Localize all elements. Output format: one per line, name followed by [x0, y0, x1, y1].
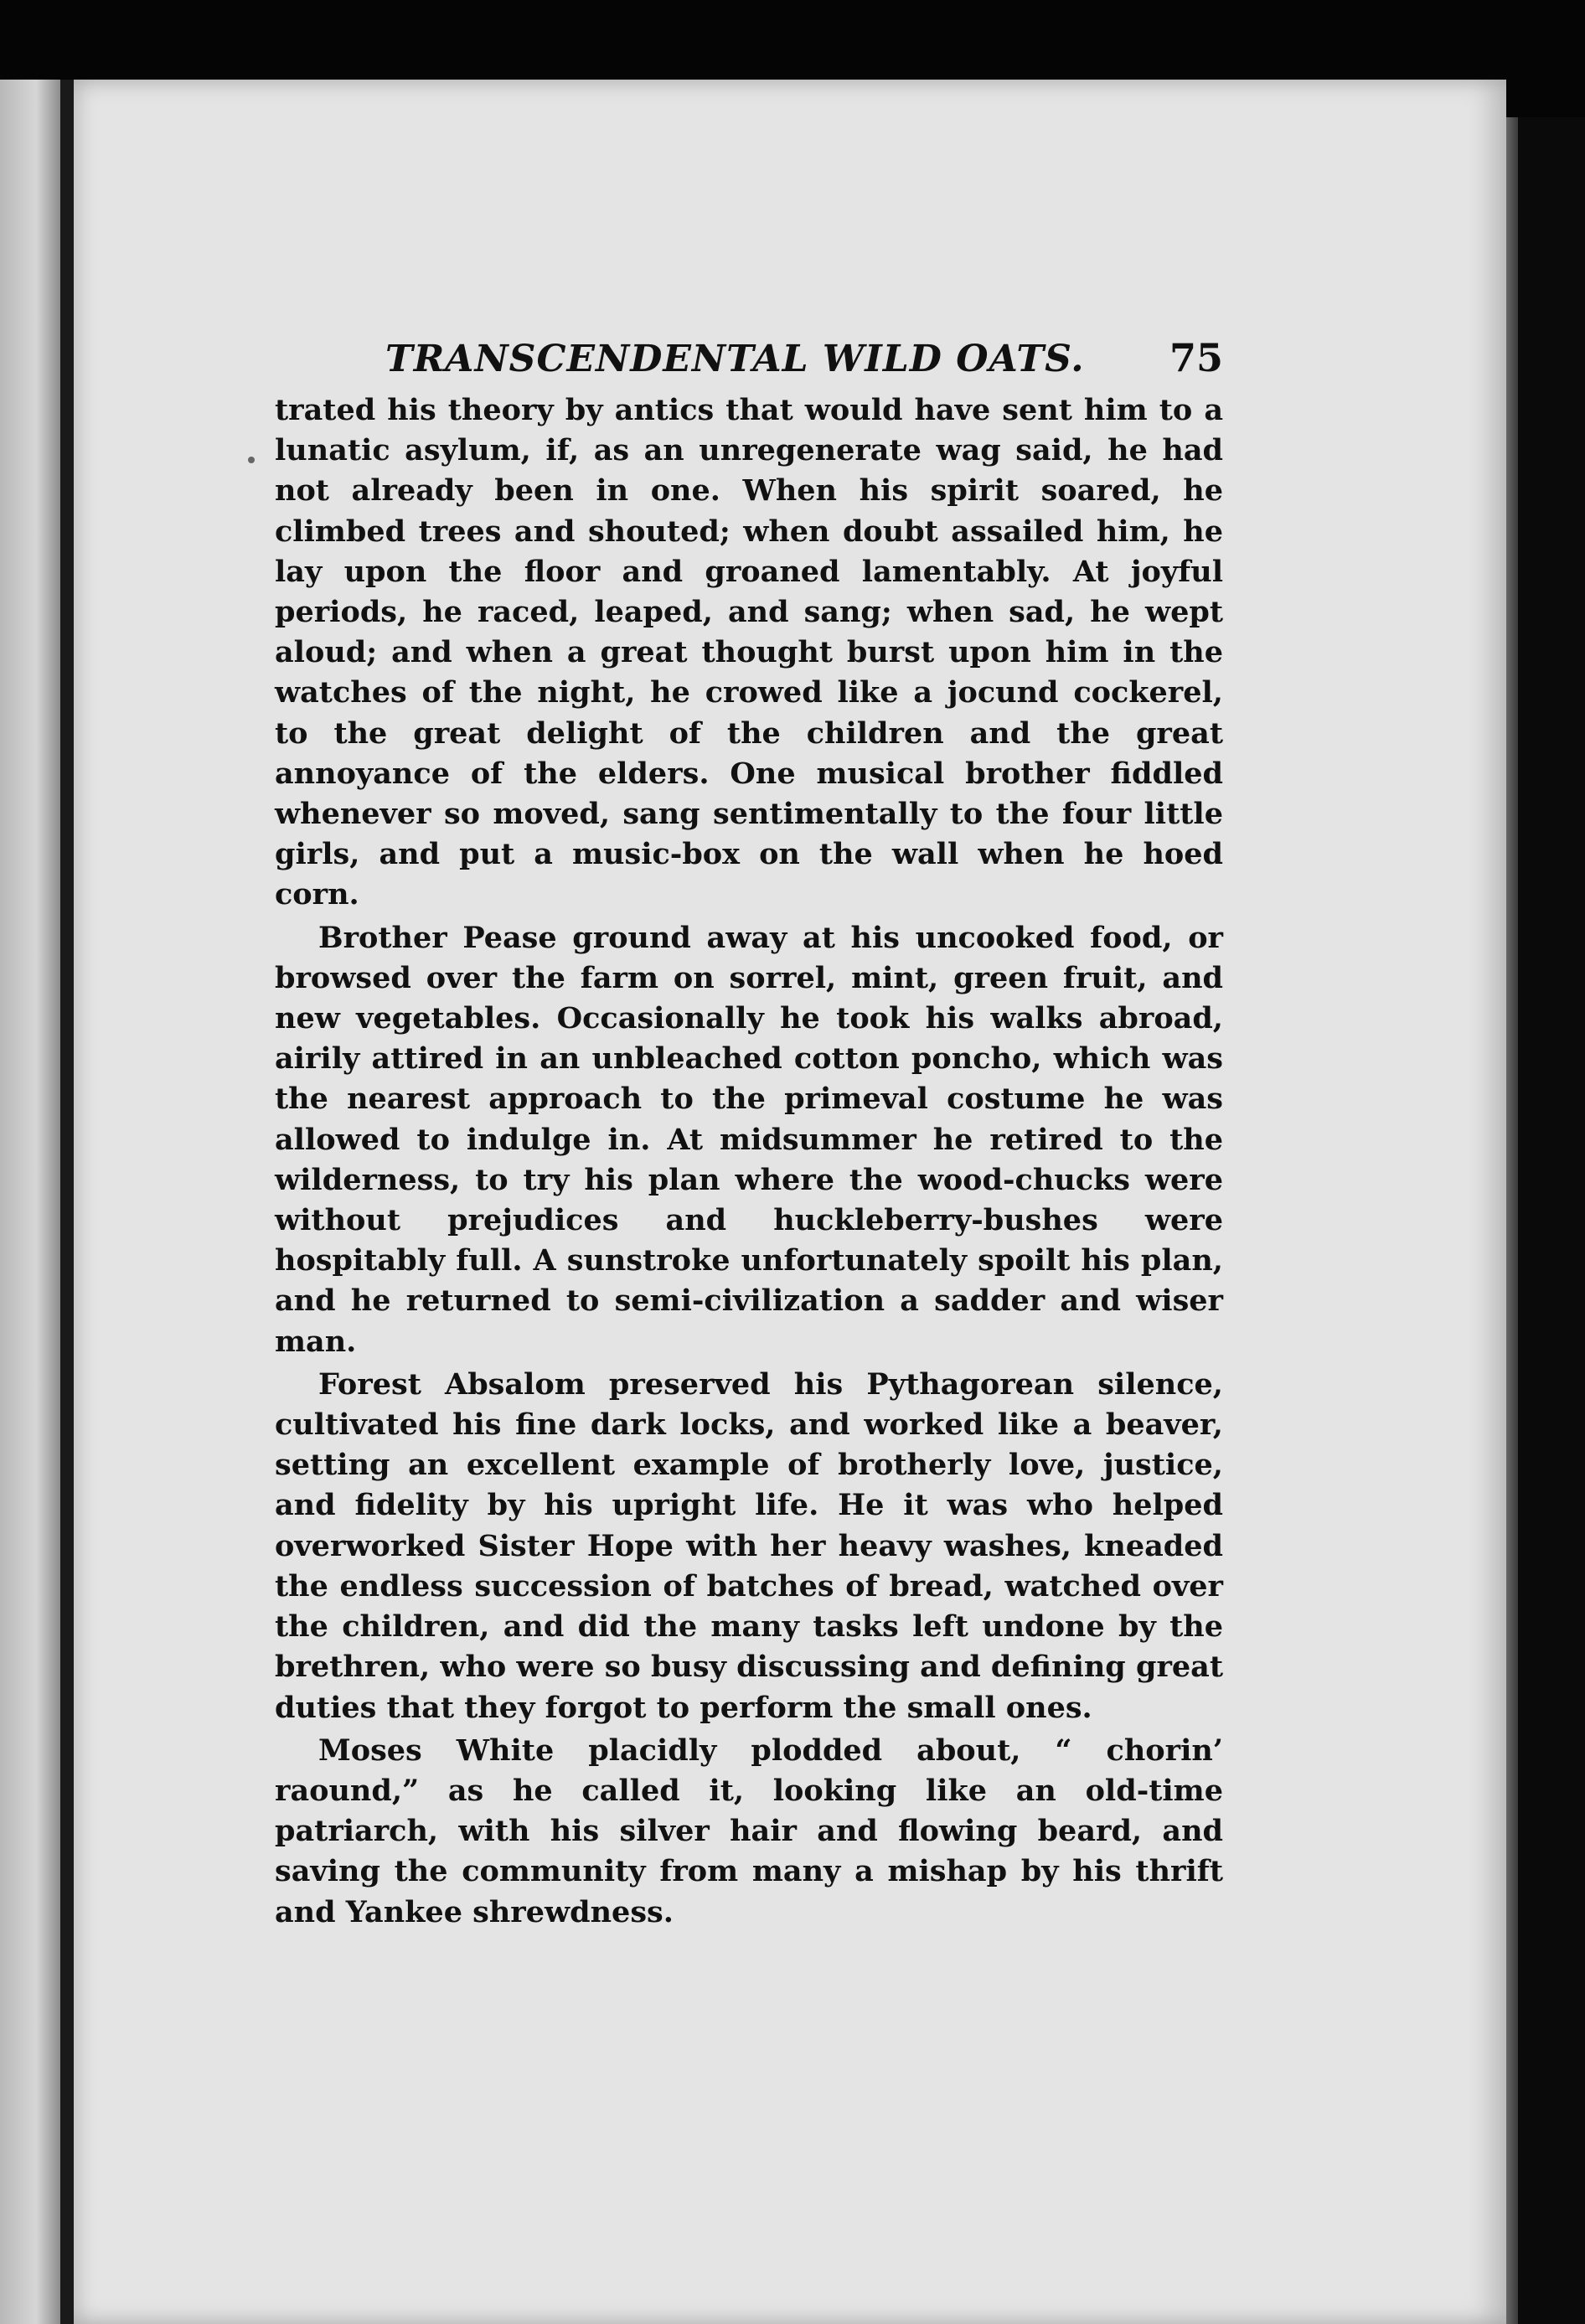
paragraph: trated his theory by antics that would have sent him to a lunatic asylum, if, as an unregenerate wag said, he had not already been in one. When his spirit soared, he climbed trees and shouted; when doubt assailed him, he lay upon the floor and groaned lamentably. At joyful periods, he raced, leaped, and sang; when sad, he wept aloud; and when a great thought burst upon him in the watches of the night, he crowed like a jocund cockerel, to the great delight of the children and the great annoyance of the elders. One musical brother fiddled whenever so moved, sang sentimentally to the four little girls, and put a music-box on the wall when he hoed corn. — [275, 393, 1223, 912]
page-header — [385, 335, 1223, 394]
paragraph: Brother Pease ground away at his uncooked food, or browsed over the farm on sorrel, mint, green fruit, and new vegetables. Occasionally he took his walks abroad, airily attired in an unbleached cotton poncho, which was the nearest approach to the primeval costume he was allowed to indulge in. At midsummer he retired to the wilderness, to try his plan where the wood-chucks were without prejudices and huckleberry-bushes were hospitably full. A sunstroke unfortunately spoilt his plan, and he returned to semi-civilization a sadder and wiser man. — [275, 920, 1223, 1359]
paragraph: Forest Absalom preserved his Pythagorean silence, cultivated his fine dark locks, and worked like a beaver, setting an excellent example of brotherly love, justice, and fidelity by his upright life. He it was who helped overworked Sister Hope with her heavy washes, kneaded the endless succession of batches of bread, watched over the children, and did the many tasks left undone by the brethren, who were so busy discussing and defining great duties that they forgot to perform the small ones. — [275, 1366, 1223, 1725]
book-gutter — [60, 80, 74, 2324]
scan-background — [1518, 117, 1585, 2324]
book-left-edge — [0, 80, 60, 2324]
paragraph: Moses White placidly plodded about, “ chorin’ raound,” as he called it, looking like an old-time patriarch, with his silver hair and flowing beard, and saving the community from many a mishap by his thrift and Yankee shrewdness. — [275, 1733, 1223, 1929]
page-body — [275, 390, 1223, 1933]
margin-dot — [248, 457, 255, 463]
running-title: TRANSCENDENTAL WILD OATS. — [385, 338, 1085, 380]
page-number: 75 — [1169, 335, 1223, 380]
